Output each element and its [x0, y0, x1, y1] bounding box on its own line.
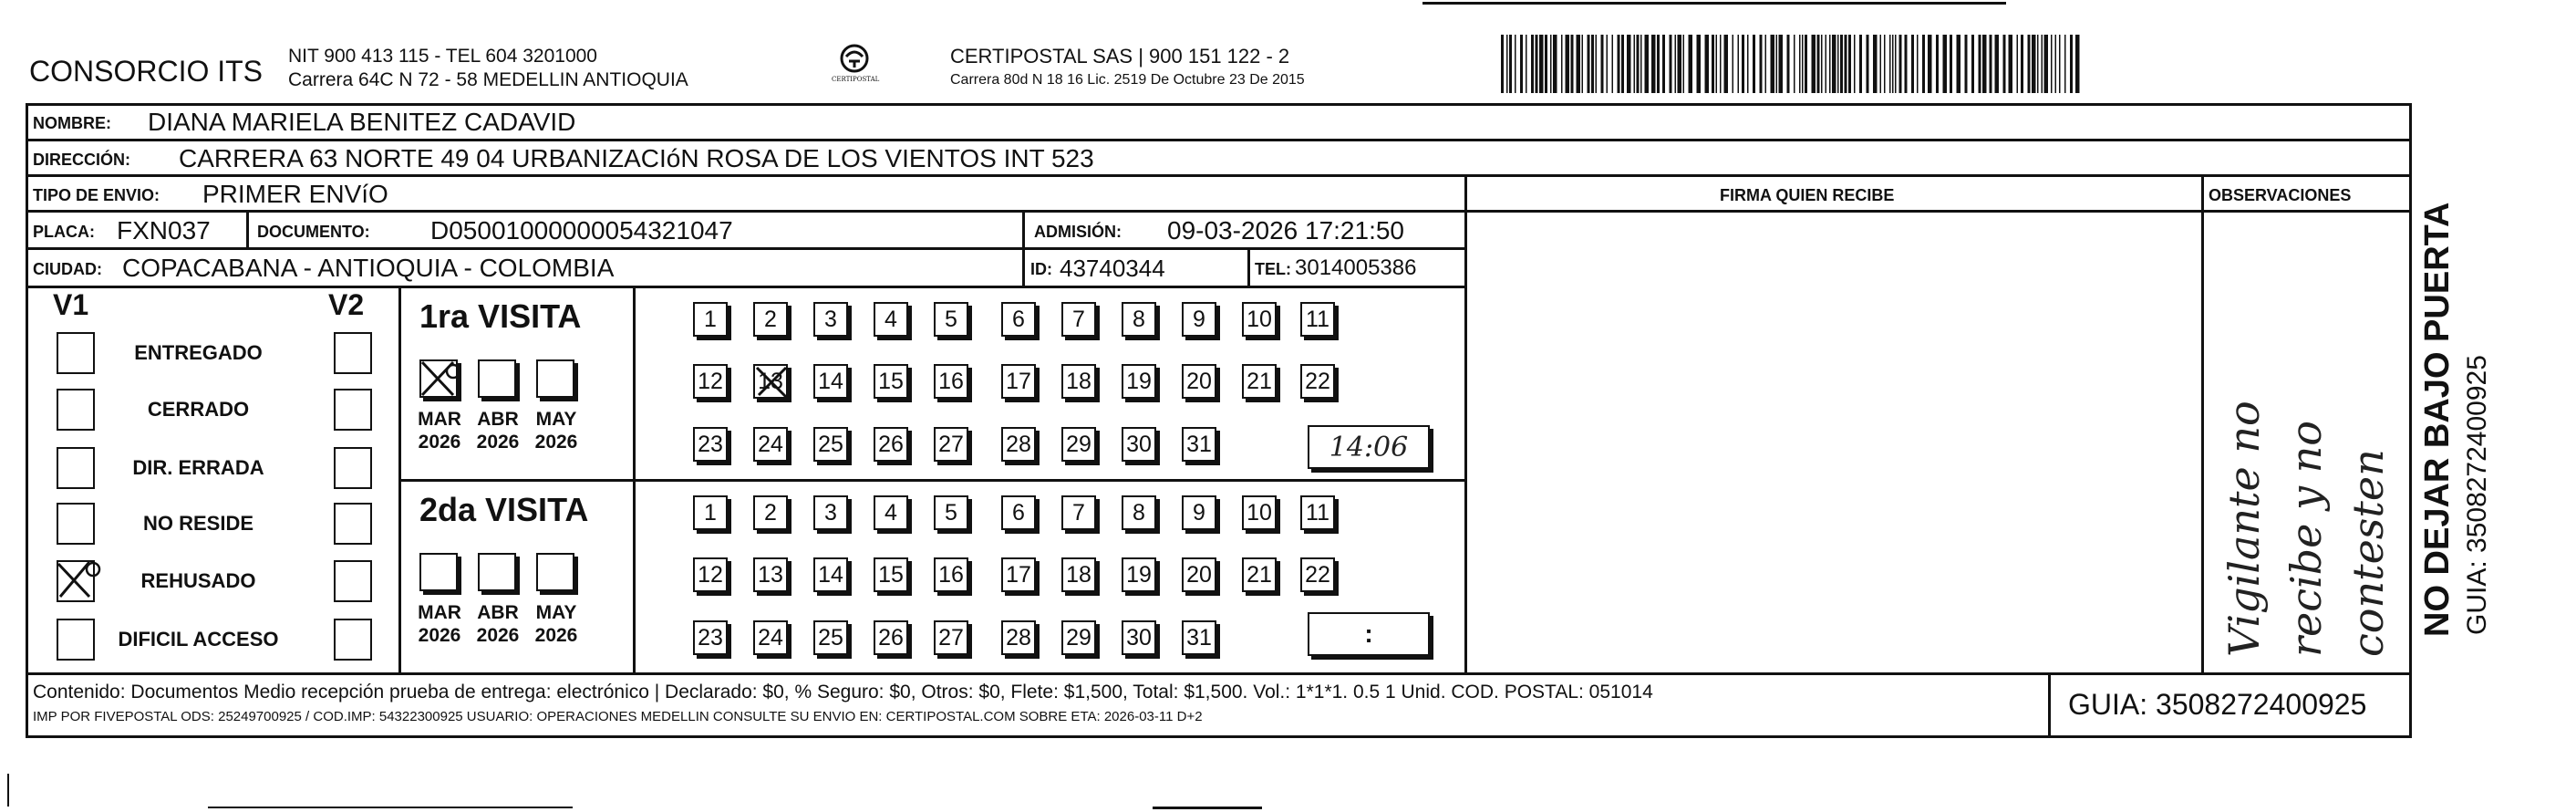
visit-2-time-box [1308, 612, 1430, 656]
visit-2-day-19[interactable] [1122, 557, 1156, 592]
visit-1-day-23[interactable] [693, 427, 728, 462]
day-number: 14 [818, 561, 843, 588]
day-number: 16 [938, 561, 964, 588]
visit-2-day-2[interactable] [753, 495, 788, 530]
visit-2-title: 2da VISITA [419, 491, 589, 528]
day-number: 29 [1066, 624, 1091, 651]
observation-line-3: contesten [2343, 449, 2393, 657]
visit-1-day-2[interactable] [753, 302, 788, 337]
logo-text: CERTIPOSTAL [832, 76, 880, 83]
day-number: 13 [758, 561, 783, 588]
day-number: 31 [1186, 431, 1212, 457]
day-number: 15 [878, 368, 904, 394]
visit-2-day-20[interactable] [1182, 557, 1216, 592]
day-number: 4 [885, 306, 897, 332]
divider-signature [1464, 174, 1467, 674]
day-number: 2 [764, 306, 777, 332]
visit-1-day-5[interactable] [934, 302, 968, 337]
row-line-2 [26, 174, 2412, 177]
document-number: D05001000000054321047 [430, 216, 733, 245]
divider-visits [398, 479, 1464, 482]
day-number: 24 [758, 431, 783, 457]
day-number: 7 [1072, 306, 1085, 332]
day-number: 1 [704, 499, 717, 526]
visit-1-time: 14:06 [1329, 431, 1409, 463]
day-number: 13 [758, 368, 783, 394]
visit-1-time-box [1308, 425, 1430, 469]
day-number: 26 [878, 624, 904, 651]
visit-2-day-12[interactable] [693, 557, 728, 592]
visit-2-day-8[interactable] [1122, 495, 1156, 530]
day-number: 17 [1006, 561, 1031, 588]
visit-2-time: : [1364, 619, 1373, 648]
visit-1-month-checkbox[interactable] [536, 359, 574, 398]
divider-plate [246, 210, 249, 249]
visit-1-year-label: 2026 [476, 432, 520, 453]
scan-edge-line-2 [1153, 807, 1262, 809]
plate-label: PLACA: [33, 223, 95, 241]
visit-1-day-14[interactable] [813, 364, 848, 399]
visit-2-day-10[interactable] [1242, 495, 1277, 530]
visit-2-day-30[interactable] [1122, 620, 1156, 655]
visit-2-month-label: MAR [418, 602, 461, 623]
visit-1-day-11[interactable] [1300, 302, 1335, 337]
row-line-footer [26, 672, 2412, 675]
visit-1-day-27[interactable] [934, 427, 968, 462]
row-line-5 [26, 286, 1464, 288]
visit-1-day-1[interactable] [693, 302, 728, 337]
visit-2-day-5[interactable] [934, 495, 968, 530]
visit-2-month-checkbox[interactable] [536, 553, 574, 591]
visit-1-day-13[interactable] [753, 364, 788, 399]
day-number: 31 [1186, 624, 1212, 651]
visit-1-day-17[interactable] [1001, 364, 1036, 399]
name-label: NOMBRE: [33, 114, 111, 132]
scan-edge-mark [7, 774, 9, 807]
visit-1-day-22[interactable] [1300, 364, 1335, 399]
v2-checkbox[interactable] [334, 619, 372, 661]
observation-line-1: Vigilante no [2219, 401, 2269, 657]
day-number: 18 [1066, 368, 1091, 394]
visit-1-month-label: ABR [477, 409, 519, 430]
day-number: 29 [1066, 431, 1091, 457]
day-number: 17 [1006, 368, 1031, 394]
visit-1-title: 1ra VISITA [419, 297, 582, 335]
company-name: CONSORCIO ITS [29, 55, 264, 88]
day-number: 8 [1133, 306, 1145, 332]
visit-2-day-26[interactable] [874, 620, 908, 655]
visit-1-day-20[interactable] [1182, 364, 1216, 399]
day-number: 22 [1305, 561, 1330, 588]
day-number: 10 [1247, 306, 1272, 332]
day-number: 9 [1193, 499, 1205, 526]
day-number: 10 [1247, 499, 1272, 526]
id-number: 43740344 [1060, 255, 1165, 282]
visit-2-day-4[interactable] [874, 495, 908, 530]
row-line-3 [26, 210, 2412, 213]
day-number: 30 [1126, 431, 1152, 457]
day-number: 20 [1186, 561, 1212, 588]
day-number: 27 [938, 431, 964, 457]
tel-number: 3014005386 [1295, 255, 1417, 280]
send-type: PRIMER ENVíO [202, 180, 388, 208]
day-number: 28 [1006, 431, 1031, 457]
visit-2-month-label: ABR [477, 602, 519, 623]
visit-2-day-18[interactable] [1061, 557, 1096, 592]
visit-2-day-22[interactable] [1300, 557, 1335, 592]
v2-checkbox[interactable] [334, 332, 372, 374]
visit-1-day-21[interactable] [1242, 364, 1277, 399]
document-label: DOCUMENTO: [257, 223, 370, 241]
visit-2-day-3[interactable] [813, 495, 848, 530]
status-label: DIR. ERRADA [132, 456, 264, 479]
scan-edge-line [208, 807, 573, 808]
address-label: DIRECCIÓN: [33, 151, 130, 169]
v2-header: V2 [328, 288, 365, 321]
day-number: 25 [818, 624, 843, 651]
visit-2-day-28[interactable] [1001, 620, 1036, 655]
day-number: 8 [1133, 499, 1145, 526]
day-number: 23 [698, 624, 723, 651]
status-label: CERRADO [147, 398, 250, 421]
id-label: ID: [1030, 260, 1052, 278]
footer-guide-number: GUIA: 3508272400925 [2068, 688, 2367, 721]
day-number: 28 [1006, 624, 1031, 651]
visit-1-month-checkbox[interactable] [419, 359, 458, 398]
plate: FXN037 [117, 216, 211, 245]
status-label: DIFICIL ACCESO [118, 628, 279, 651]
visit-1-month-checkbox[interactable] [478, 359, 516, 398]
row-line-1 [26, 139, 2412, 141]
signature-column-title: FIRMA QUIEN RECIBE [1720, 186, 1895, 204]
visit-2-day-11[interactable] [1300, 495, 1335, 530]
visit-1-day-18[interactable] [1061, 364, 1096, 399]
company-nit: NIT 900 413 115 - TEL 604 3201000 [288, 46, 597, 67]
visit-2-day-7[interactable] [1061, 495, 1096, 530]
day-number: 6 [1012, 306, 1025, 332]
visit-2-day-16[interactable] [934, 557, 968, 592]
no-under-door-warning: NO DEJAR BAJO PUERTA [2418, 202, 2457, 637]
day-number: 7 [1072, 499, 1085, 526]
visit-2-year-label: 2026 [476, 625, 520, 646]
visit-2-month-label: MAY [535, 602, 577, 623]
visit-1-day-3[interactable] [813, 302, 848, 337]
barcode-icon [1501, 35, 2085, 93]
visit-1-day-31[interactable] [1182, 427, 1216, 462]
visit-2-year-label: 2026 [418, 625, 461, 646]
certipostal-logo-icon [822, 42, 886, 93]
observations-column-title: OBSERVACIONES [2209, 186, 2352, 204]
status-label: NO RESIDE [142, 512, 254, 535]
frame-bottom [26, 735, 2412, 738]
visit-1-day-29[interactable] [1061, 427, 1096, 462]
v2-checkbox[interactable] [334, 389, 372, 431]
admission-datetime: 09-03-2026 17:21:50 [1167, 216, 1404, 245]
visit-1-day-15[interactable] [874, 364, 908, 399]
day-number: 11 [1306, 499, 1329, 526]
visit-1-day-10[interactable] [1242, 302, 1277, 337]
recipient-address: CARRERA 63 NORTE 49 04 URBANIZACIóN ROSA DE LOS VIENTOS INT 523 [179, 144, 1094, 172]
tel-label: TEL: [1255, 260, 1291, 278]
day-number: 30 [1126, 624, 1152, 651]
visit-2-day-31[interactable] [1182, 620, 1216, 655]
side-text [2418, 128, 2500, 639]
day-number: 20 [1186, 368, 1212, 394]
day-number: 22 [1305, 368, 1330, 394]
frame-right [2409, 103, 2412, 737]
v1-header: V1 [53, 288, 89, 321]
day-number: 5 [945, 499, 957, 526]
postal-address: Carrera 80d N 18 16 Lic. 2519 De Octubre 23 De 2015 [950, 72, 1305, 88]
observation-note [2214, 228, 2405, 666]
day-number: 24 [758, 624, 783, 651]
divider-footer-guide [2048, 672, 2051, 737]
city-label: CIUDAD: [33, 260, 102, 278]
admission-label: ADMISIÓN: [1034, 223, 1122, 241]
visit-2-day-14[interactable] [813, 557, 848, 592]
visit-1-day-8[interactable] [1122, 302, 1156, 337]
visit-1-year-label: 2026 [534, 432, 578, 453]
visit-1-day-4[interactable] [874, 302, 908, 337]
visit-2-day-9[interactable] [1182, 495, 1216, 530]
visit-1-day-30[interactable] [1122, 427, 1156, 462]
visit-2-day-24[interactable] [753, 620, 788, 655]
divider-admission [1022, 210, 1025, 286]
visit-1-day-19[interactable] [1122, 364, 1156, 399]
status-label: REHUSADO [140, 569, 256, 592]
certipostal-logo [822, 42, 886, 93]
visit-1-day-25[interactable] [813, 427, 848, 462]
v2-checkbox[interactable] [334, 503, 372, 545]
status-label: ENTREGADO [134, 341, 263, 364]
visit-1-day-9[interactable] [1182, 302, 1216, 337]
day-number: 14 [818, 368, 843, 394]
day-number: 27 [938, 624, 964, 651]
day-number: 3 [824, 499, 837, 526]
day-number: 21 [1247, 561, 1272, 588]
day-number: 12 [698, 561, 723, 588]
day-number: 2 [764, 499, 777, 526]
visit-1-day-26[interactable] [874, 427, 908, 462]
side-guide-number: GUIA: 3508272400925 [2462, 355, 2492, 635]
visit-2-day-1[interactable] [693, 495, 728, 530]
visit-2-month-checkbox[interactable] [478, 553, 516, 591]
visit-1-day-6[interactable] [1001, 302, 1036, 337]
visit-2-day-21[interactable] [1242, 557, 1277, 592]
day-number: 19 [1126, 368, 1152, 394]
day-number: 19 [1126, 561, 1152, 588]
day-number: 18 [1066, 561, 1091, 588]
visit-2-day-17[interactable] [1001, 557, 1036, 592]
top-edge-line [1422, 2, 2006, 5]
day-number: 12 [698, 368, 723, 394]
recipient-name: DIANA MARIELA BENITEZ CADAVID [148, 108, 576, 136]
visit-1-month-label: MAR [418, 409, 461, 430]
postal-name: CERTIPOSTAL SAS | 900 151 122 - 2 [950, 45, 1290, 68]
frame-top [26, 103, 2412, 106]
visit-1-day-12[interactable] [693, 364, 728, 399]
day-number: 3 [824, 306, 837, 332]
day-number: 4 [885, 499, 897, 526]
v2-checkbox[interactable] [334, 447, 372, 489]
observation-line-2: recibe y no [2281, 421, 2331, 657]
divider-tel [1247, 247, 1250, 286]
v2-checkbox[interactable] [334, 560, 372, 602]
visit-1-day-24[interactable] [753, 427, 788, 462]
barcode [1501, 35, 2085, 93]
visit-1-year-label: 2026 [418, 432, 461, 453]
day-number: 16 [938, 368, 964, 394]
day-number: 23 [698, 431, 723, 457]
cross-mark-icon [419, 359, 462, 399]
day-number: 11 [1306, 306, 1329, 332]
visit-2-year-label: 2026 [534, 625, 578, 646]
day-number: 25 [818, 431, 843, 457]
visit-1-day-16[interactable] [934, 364, 968, 399]
day-number: 9 [1193, 306, 1205, 332]
day-number: 21 [1247, 368, 1272, 394]
divider-observations [2201, 174, 2204, 674]
visit-1-day-7[interactable] [1061, 302, 1096, 337]
visit-2-month-checkbox[interactable] [419, 553, 458, 591]
day-number: 5 [945, 306, 957, 332]
visit-2-day-25[interactable] [813, 620, 848, 655]
day-number: 15 [878, 561, 904, 588]
day-number: 1 [704, 306, 717, 332]
company-address: Carrera 64C N 72 - 58 MEDELLIN ANTIOQUIA [288, 69, 688, 90]
city: COPACABANA - ANTIOQUIA - COLOMBIA [122, 254, 615, 282]
visit-2-day-15[interactable] [874, 557, 908, 592]
send-type-label: TIPO DE ENVIO: [33, 186, 160, 204]
day-number: 26 [878, 431, 904, 457]
visit-2-day-27[interactable] [934, 620, 968, 655]
visit-1-day-28[interactable] [1001, 427, 1036, 462]
visit-2-day-13[interactable] [753, 557, 788, 592]
cross-mark-icon [753, 364, 790, 401]
footer-content: Contenido: Documentos Medio recepción prueba de entrega: electrónico | Declarado: $0, % Seguro: $0, Otros: $0, Flete: $1,500, Total: $1,500. Vol.: 1*1*1. 0.5 1 Unid. COD. POSTAL: 051014 [33, 682, 1653, 703]
visit-2-day-29[interactable] [1061, 620, 1096, 655]
visit-2-day-23[interactable] [693, 620, 728, 655]
day-number: 6 [1012, 499, 1025, 526]
visit-1-month-label: MAY [535, 409, 577, 430]
footer-imp: IMP POR FIVEPOSTAL ODS: 25249700925 / COD.IMP: 54322300925 USUARIO: OPERACIONES MEDELLIN CONSULTE SU ENVIO EN: CERTIPOSTAL.COM SOBRE ETA: 2026-03-11 D+2 [33, 709, 1203, 724]
visit-2-day-6[interactable] [1001, 495, 1036, 530]
